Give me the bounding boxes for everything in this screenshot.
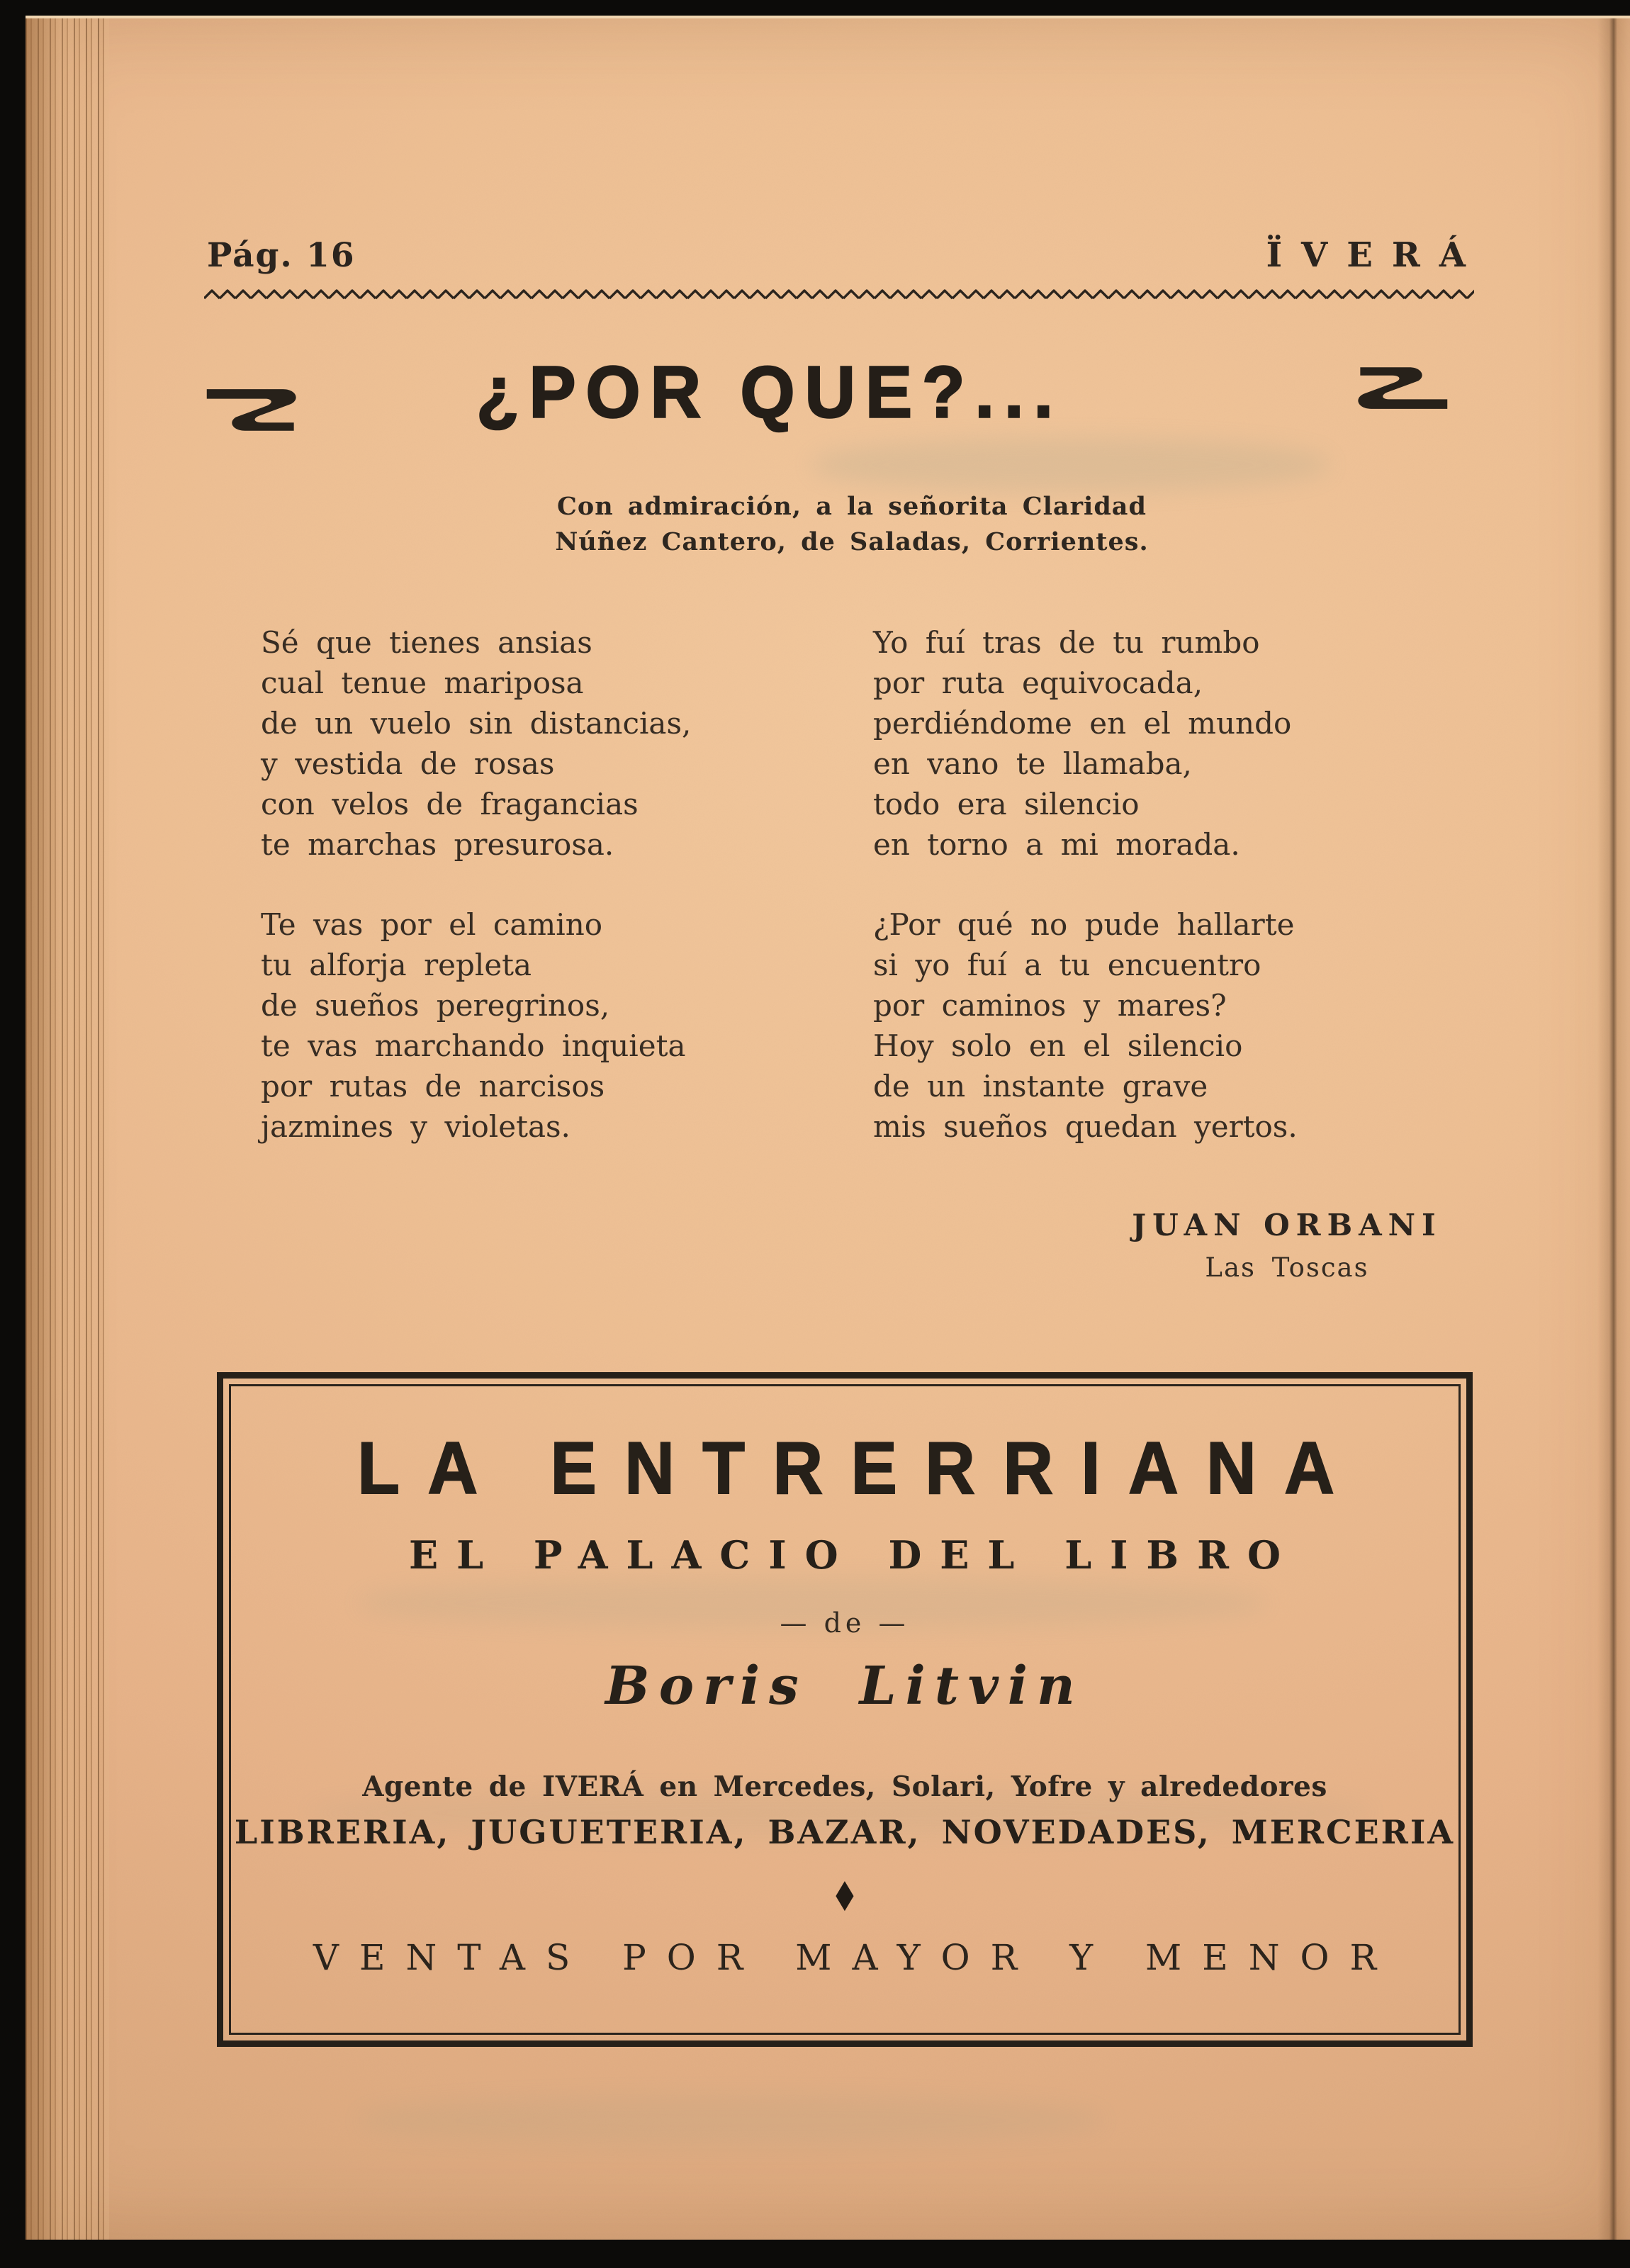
- magazine-page: [26, 16, 1630, 2240]
- poem-line: Sé que tienes ansias: [261, 625, 592, 660]
- dedication: [228, 489, 1476, 560]
- poem-line: te vas marchando inquieta: [261, 1028, 686, 1063]
- poem-line: con velos de fragancias: [261, 787, 639, 821]
- poem-column-left: [261, 622, 873, 1147]
- poem-line: por ruta equivocada,: [873, 666, 1203, 700]
- stanza: [261, 622, 873, 865]
- dedication-line: Núñez Cantero, de Saladas, Corrientes.: [555, 527, 1149, 556]
- poem-line: ¿Por qué no pude hallarte: [873, 907, 1295, 942]
- poem-line: de sueños peregrinos,: [261, 988, 610, 1023]
- poem-title: ¿POR QUE?...: [476, 350, 1064, 433]
- poem-column-right: [873, 622, 1485, 1147]
- magazine-title: ÏVERÁ: [1266, 235, 1485, 275]
- poem-line: de un instante grave: [873, 1069, 1208, 1104]
- store-name: LA ENTRERRIANA: [356, 1427, 1363, 1510]
- page-number: Pág. 16: [207, 236, 356, 275]
- poem-line: y vestida de rosas: [261, 746, 555, 781]
- poem-line: tu alforja repleta: [261, 948, 532, 982]
- advertisement-content: [223, 1379, 1466, 2040]
- page-header: [207, 235, 1485, 275]
- poem-line: Te vas por el camino: [261, 907, 603, 942]
- poem-body: [261, 622, 1494, 1147]
- poem-line: en vano te llamaba,: [873, 746, 1192, 781]
- sales-line: VENTAS POR MAYOR Y MENOR: [313, 1937, 1398, 1978]
- agent-line: Agente de IVERÁ en Mercedes, Solari, Yofre y alrededores: [362, 1770, 1327, 1803]
- poem-line: jazmines y violetas.: [261, 1109, 570, 1144]
- lightning-ornament-left-icon: [203, 381, 305, 437]
- zigzag-divider: [204, 286, 1474, 303]
- lightning-ornament-right-icon: [1349, 361, 1451, 417]
- poem-line: Yo fuí tras de tu rumbo: [873, 625, 1260, 660]
- stanza: [873, 904, 1485, 1147]
- poem-line: perdiéndome en el mundo: [873, 706, 1292, 741]
- page-crease: [1597, 18, 1629, 2240]
- ownership-line: — de —: [780, 1607, 910, 1639]
- poem-line: todo era silencio: [873, 787, 1140, 821]
- poem-line: te marchas presurosa.: [261, 827, 614, 862]
- diamond-ornament-icon: ◆: [836, 1870, 854, 1916]
- poem-line: por rutas de narcisos: [261, 1069, 605, 1104]
- categories-line: LIBRERIA, JUGUETERIA, BAZAR, NOVEDADES, MERCERIA: [234, 1813, 1456, 1851]
- store-subtitle: EL PALACIO DEL LIBRO: [409, 1532, 1299, 1578]
- owner-name: Boris Litvin: [605, 1656, 1084, 1717]
- ink-bleed-smudge: [359, 2095, 1103, 2146]
- poem-line: por caminos y mares?: [873, 988, 1227, 1023]
- poem-line: si yo fuí a tu encuentro: [873, 948, 1261, 982]
- book-page-stack-edge: [26, 18, 109, 2240]
- author-name: JUAN ORBANI: [1132, 1208, 1442, 1242]
- stanza: [873, 622, 1485, 865]
- byline: [1089, 1208, 1485, 1283]
- poem-line: de un vuelo sin distancias,: [261, 706, 692, 741]
- advertisement: [217, 1372, 1473, 2047]
- stanza: [261, 904, 873, 1147]
- dedication-line: Con admiración, a la señorita Claridad: [557, 492, 1147, 521]
- poem-line: mis sueños quedan yertos.: [873, 1109, 1298, 1144]
- ink-bleed-smudge: [812, 438, 1330, 492]
- poem-line: en torno a mi morada.: [873, 827, 1240, 862]
- poem-line: Hoy solo en el silencio: [873, 1028, 1243, 1063]
- poem-line: cual tenue mariposa: [261, 666, 584, 700]
- author-place: Las Toscas: [1205, 1252, 1369, 1283]
